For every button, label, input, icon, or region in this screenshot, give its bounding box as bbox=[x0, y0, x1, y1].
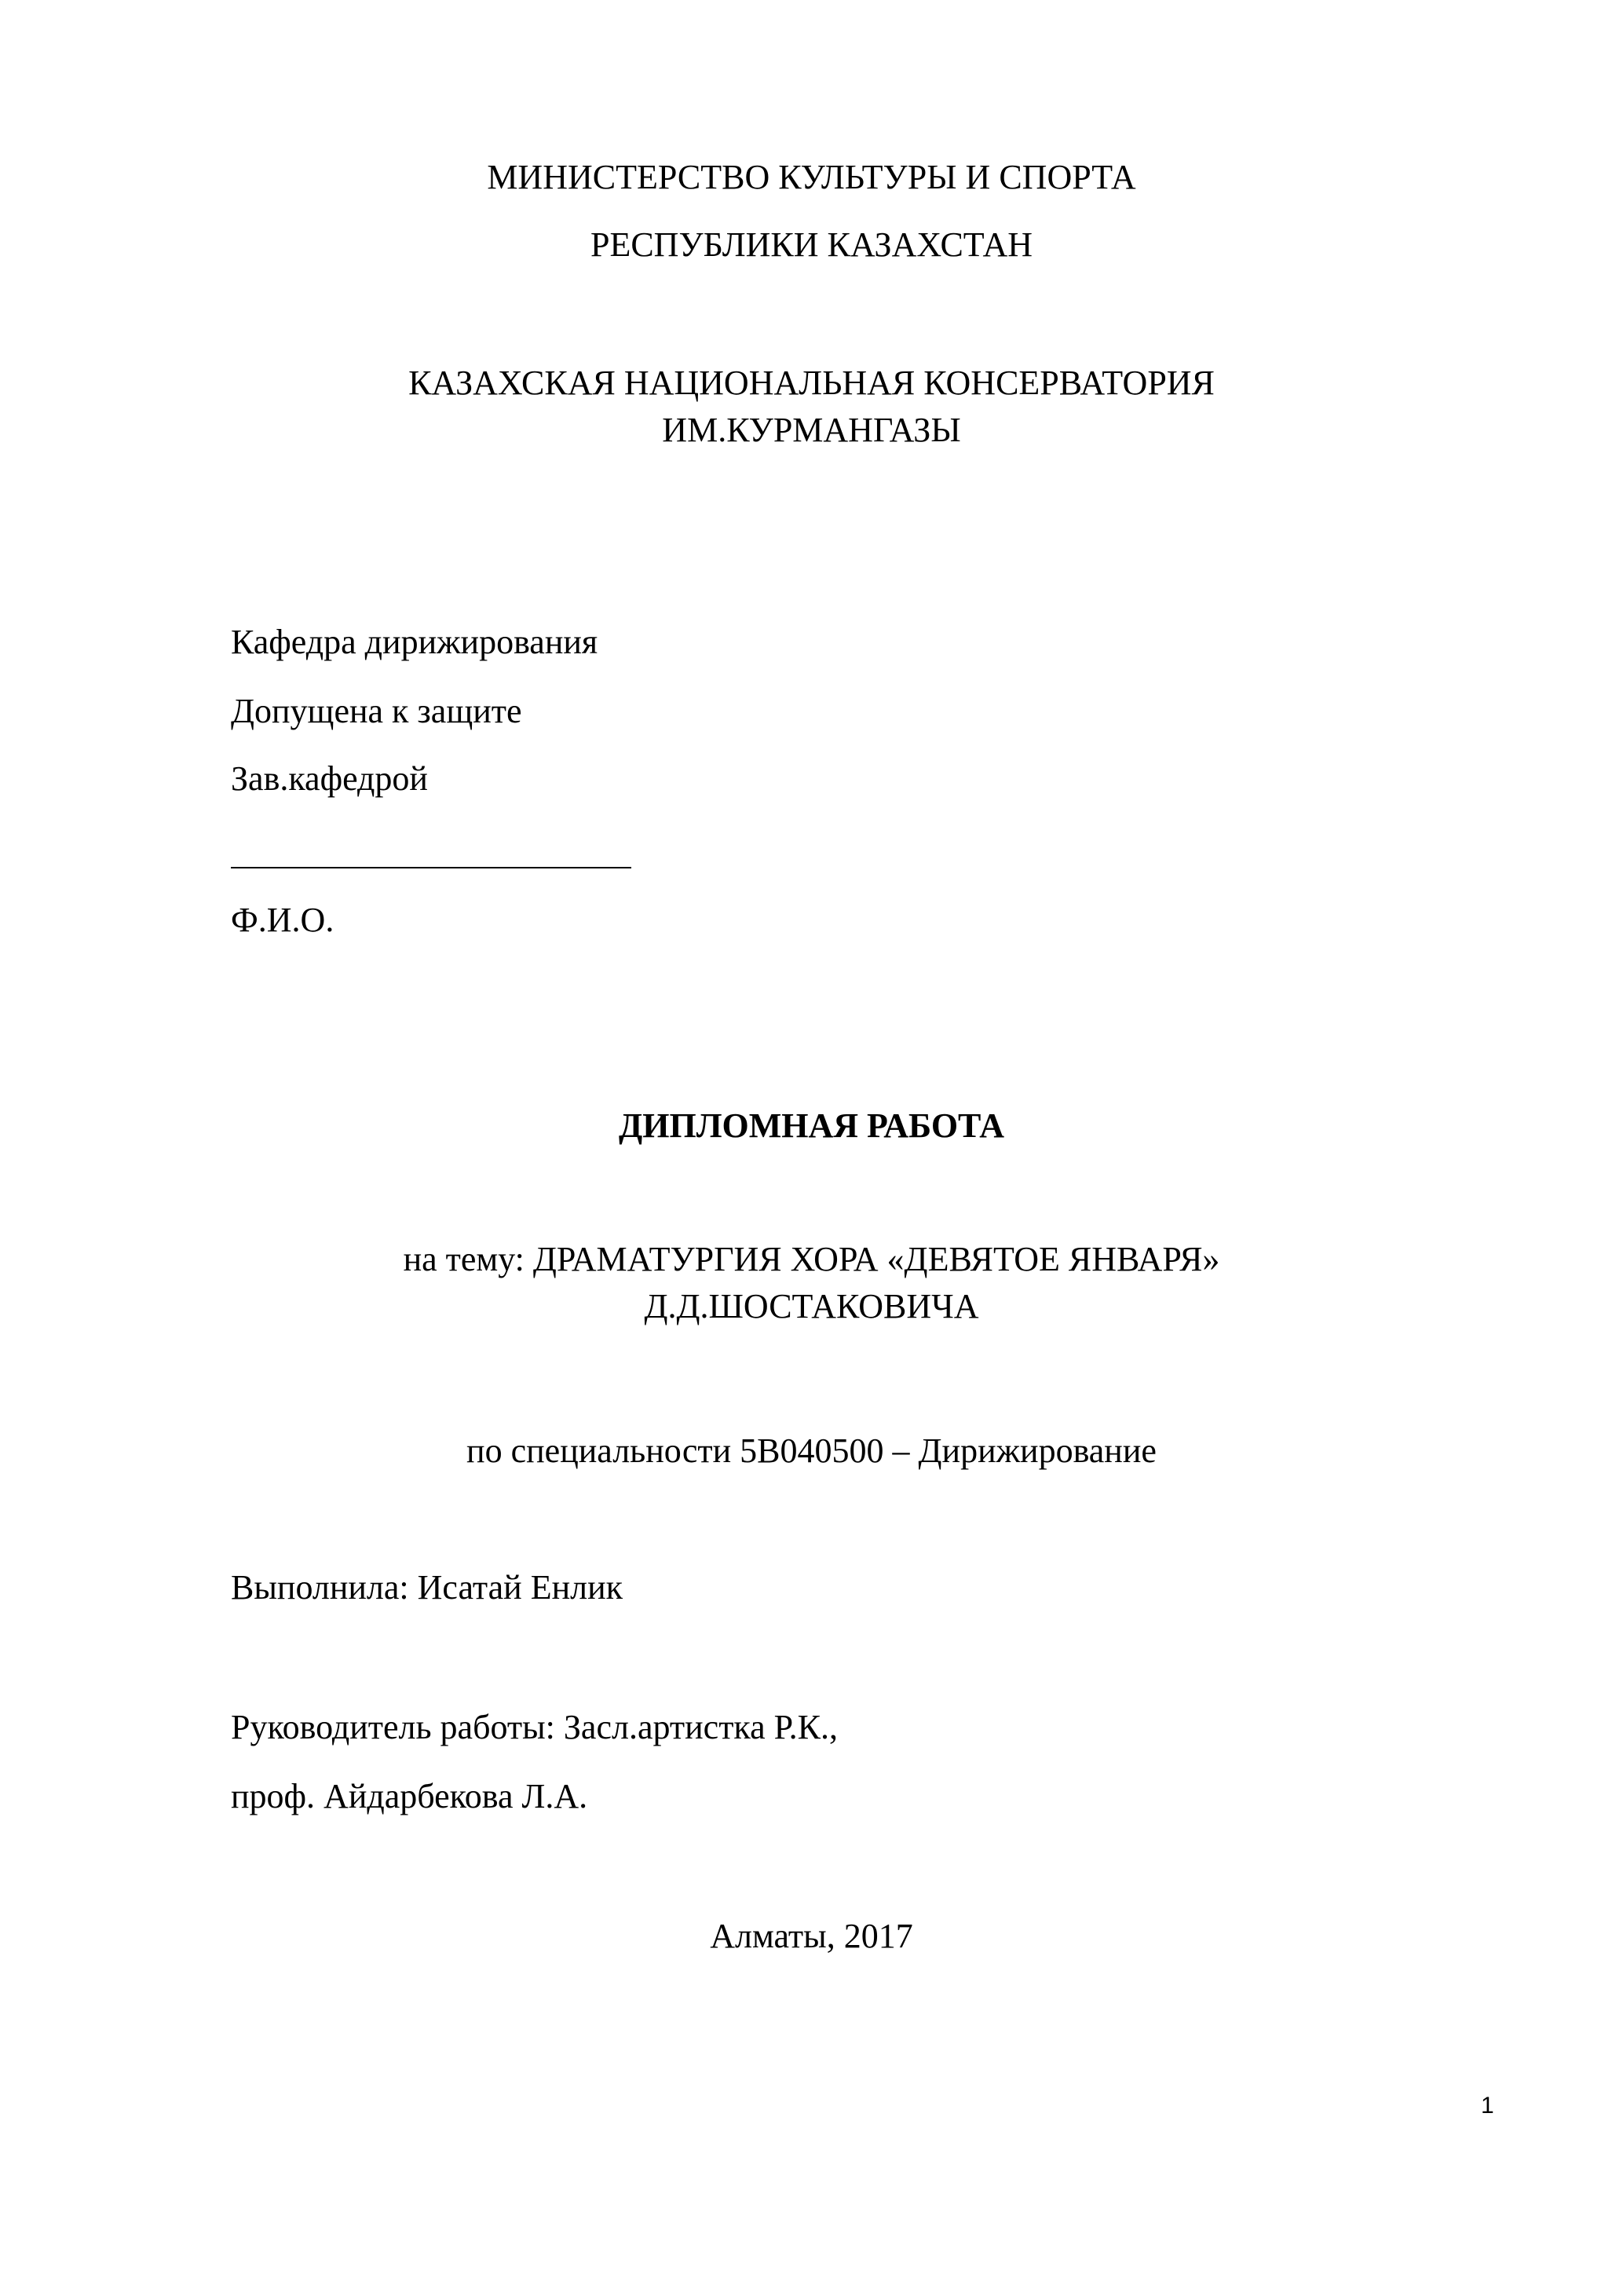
ministry-line-1: МИНИСТЕРСТВО КУЛЬТУРЫ И СПОРТА bbox=[487, 158, 1136, 196]
supervisor-line-2: проф. Айдарбекова Л.А. bbox=[231, 1777, 588, 1815]
topic-line-1: на тему: ДРАМАТУРГИЯ ХОРА «ДЕВЯТОЕ ЯНВАРЯ» bbox=[403, 1240, 1220, 1278]
document-type-title: ДИПЛОМНАЯ РАБОТА bbox=[618, 1106, 1004, 1145]
institution-line-2: ИМ.КУРМАНГАЗЫ bbox=[662, 411, 961, 449]
city-year: Алматы, 2017 bbox=[710, 1917, 913, 1955]
signature-placeholder: Ф.И.О. bbox=[231, 901, 334, 939]
department-label: Кафедра дирижирования bbox=[231, 623, 598, 661]
topic-line-2: Д.Д.ШОСТАКОВИЧА bbox=[644, 1287, 979, 1325]
admitted-label: Допущена к защите bbox=[231, 692, 522, 730]
specialty-line: по специальности 5В040500 – Дирижирование bbox=[466, 1431, 1157, 1470]
head-label: Зав.кафедрой bbox=[231, 759, 428, 798]
signature-line bbox=[231, 867, 631, 868]
institution-line-1: КАЗАХСКАЯ НАЦИОНАЛЬНАЯ КОНСЕРВАТОРИЯ bbox=[408, 364, 1215, 402]
ministry-line-2: РЕСПУБЛИКИ КАЗАХСТАН bbox=[590, 225, 1033, 264]
author-line: Выполнила: Исатай Енлик bbox=[231, 1568, 623, 1607]
supervisor-line-1: Руководитель работы: Засл.артистка Р.К., bbox=[231, 1708, 838, 1746]
page-number: 1 bbox=[1481, 2093, 1494, 2119]
